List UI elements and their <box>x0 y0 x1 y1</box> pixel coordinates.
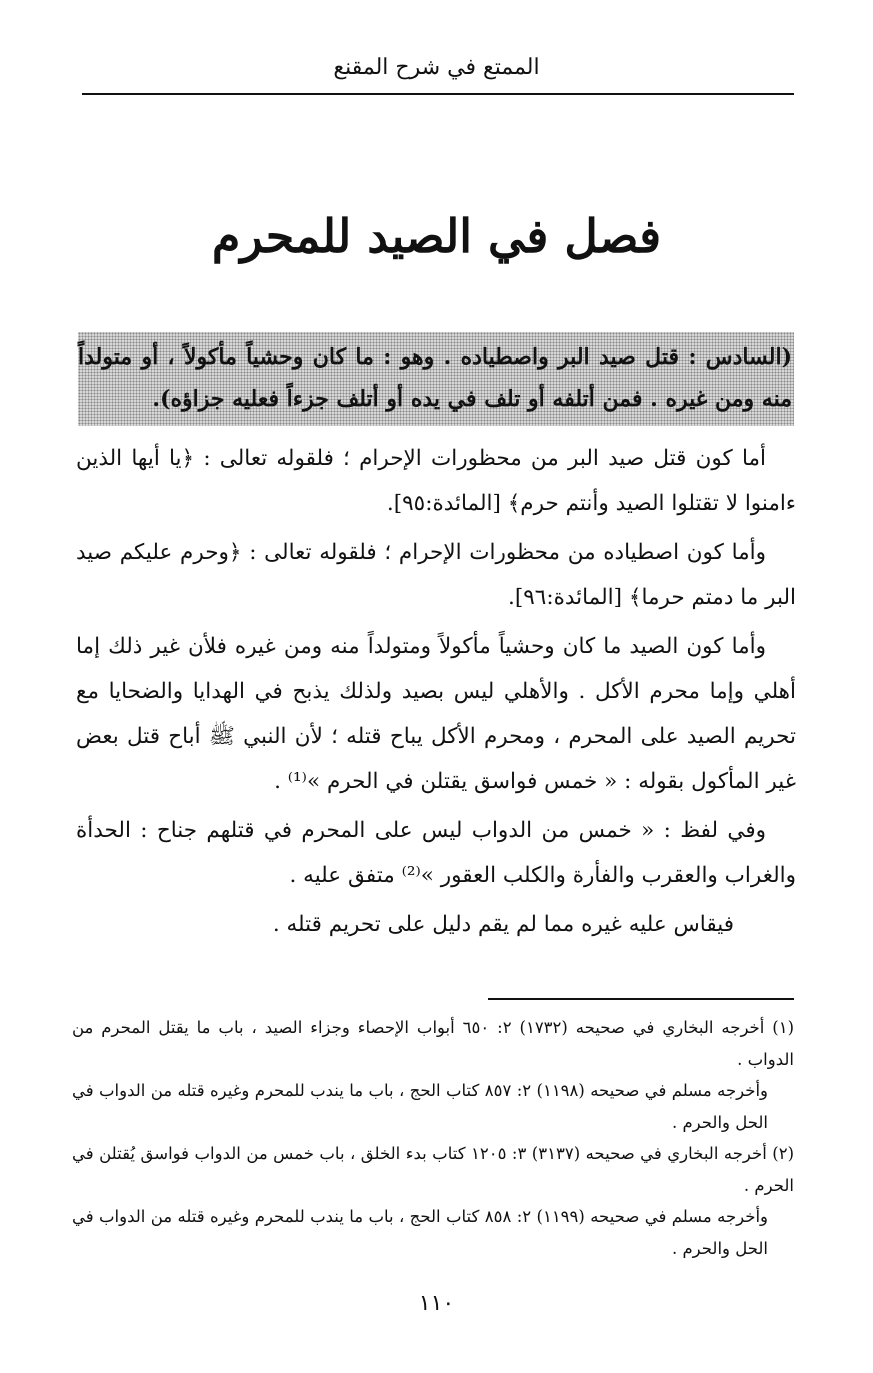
footnote: وأخرجه مسلم في صحيحه (١١٩٨) ٢: ٨٥٧ كتاب الحج ، باب ما يندب للمحرم وغيره قتله من الدواب في الحل والحرم . <box>72 1081 768 1132</box>
footnote: (٢) أخرجه البخاري في صحيحه (٣١٣٧) ٣: ١٢٠٥ كتاب بدء الخلق ، باب خمس من الدواب فواسق يُقتلن في الحرم . <box>72 1144 794 1195</box>
footnote: (١) أخرجه البخاري في صحيحه (١٧٣٢) ٢: ٦٥٠ أبواب الإحصاء وجزاء الصيد ، باب ما يقتل المحرم من الدواب . <box>72 1018 794 1069</box>
page-number: ١١٠ <box>418 1291 455 1316</box>
paragraph: وأما كون اصطياده من محظورات الإحرام ؛ فلقوله تعالى : ﴿وحرم عليكم صيد البر ما دمتم حرما﴾ [المائدة:٩٦]. <box>76 540 796 610</box>
footnotes <box>72 1012 794 1264</box>
running-header: الممتع في شرح المقنع <box>333 55 540 80</box>
chapter-title: فصل في الصيد للمحرم <box>211 209 662 263</box>
paragraph: أما كون قتل صيد البر من محظورات الإحرام ؛ فلقوله تعالى : ﴿يا أيها الذين ءامنوا لا تقتلوا الصيد وأنتم حرم﴾ [المائدة:٩٥]. <box>76 446 796 516</box>
paragraph: وأما كون الصيد ما كان وحشياً مأكولاً ومتولداً منه ومن غيره فلأن غير ذلك إما أهلي وإما محرم الأكل . والأهلي ليس بصيد ولذلك يذبح في الهدايا والضحايا مع تحريم الصيد على المحرم ، ومحرم الأكل يباح قتله ؛ لأن النبي ﷺ أباح قتل بعض غير المأكول بقوله : « خمس فواسق يقتلن في الحرم »⁽¹⁾ . <box>76 634 796 794</box>
header-rule <box>82 93 794 95</box>
paragraph: وفي لفظ : « خمس من الدواب ليس على المحرم في قتلهم جناح : الحدأة والغراب والعقرب والفأرة والكلب العقور »⁽²⁾ متفق عليه . <box>76 818 796 888</box>
paragraph: فيقاس عليه غيره مما لم يقم دليل على تحريم قتله . <box>272 912 734 937</box>
footnote-rule <box>488 998 794 1000</box>
quoted-matn-text: (السادس : قتل صيد البر واصطياده . وهو : ما كان وحشياً مأكولاً ، أو متولداً منه ومن غيره . فمن أتلفه أو تلف في يده أو أتلف جزءاً فعليه جزاؤه). <box>78 332 794 426</box>
body-text <box>76 436 796 951</box>
footnote: وأخرجه مسلم في صحيحه (١١٩٩) ٢: ٨٥٨ كتاب الحج ، باب ما يندب للمحرم وغيره قتله من الدواب في الحل والحرم . <box>72 1207 768 1258</box>
